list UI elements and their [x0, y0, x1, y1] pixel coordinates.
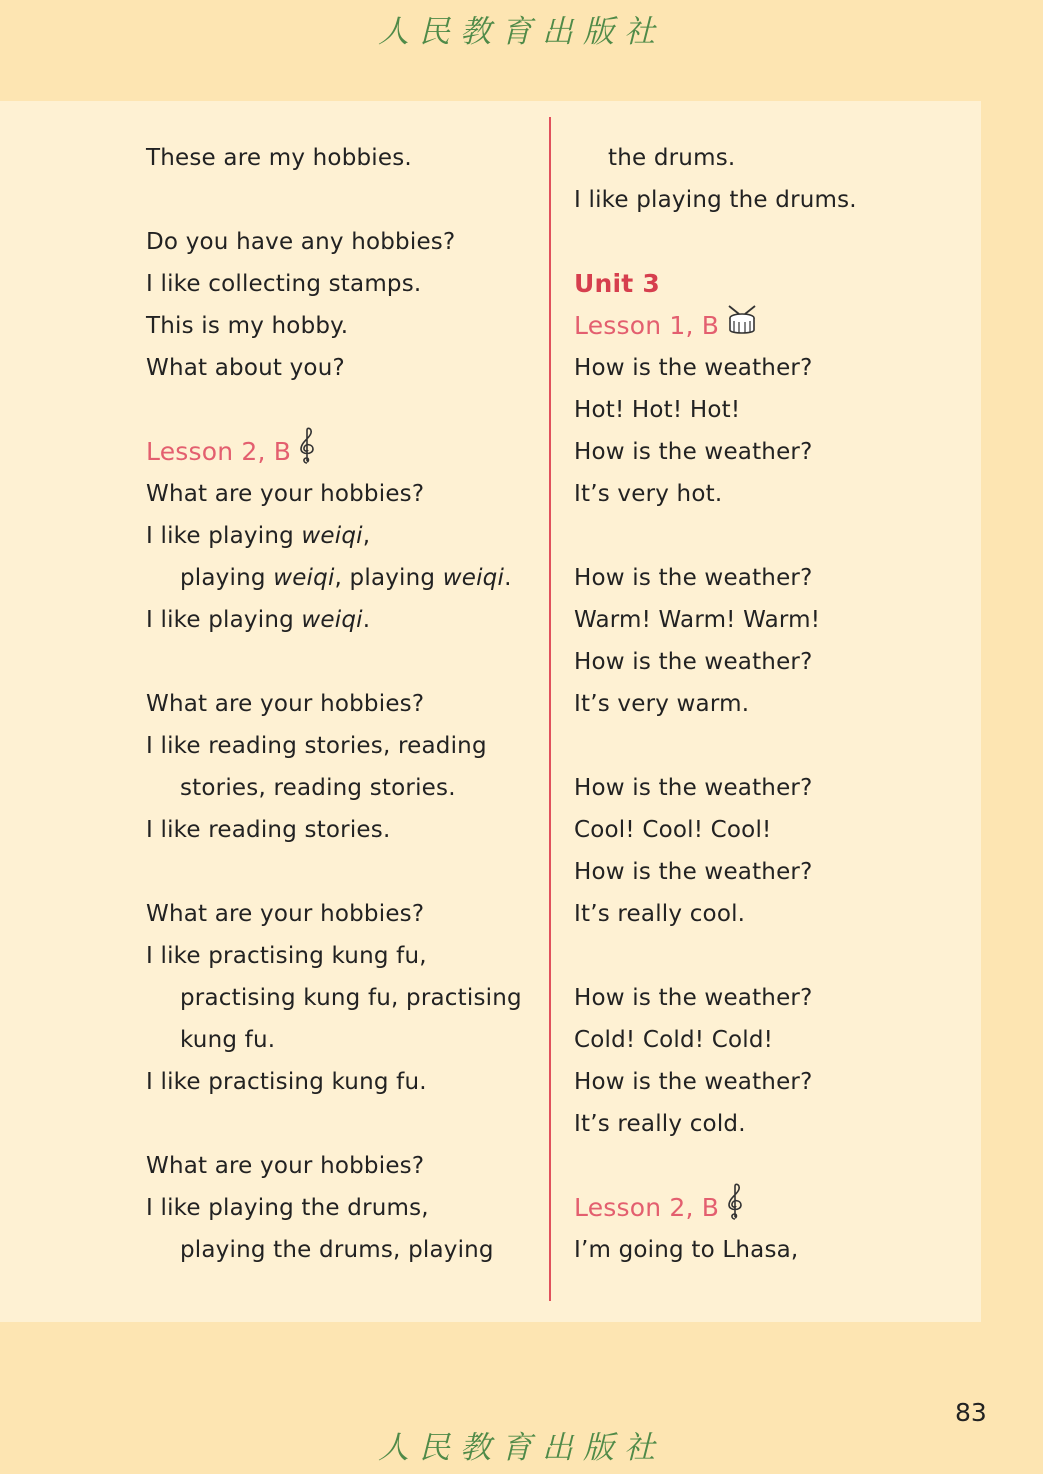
- lesson-heading-label: Lesson 1, B: [574, 311, 720, 340]
- column-divider: [549, 117, 551, 1301]
- text-line: It’s very hot.: [574, 481, 723, 507]
- page-number: 83: [955, 1398, 987, 1427]
- treble-clef-icon: [725, 1183, 745, 1234]
- lesson-heading-label: Lesson 2, B: [574, 1193, 720, 1222]
- text-line: I like playing weiqi,: [146, 523, 371, 549]
- text-line: Cold! Cold! Cold!: [574, 1027, 774, 1053]
- text-line: I like collecting stamps.: [146, 271, 422, 297]
- text-line: These are my hobbies.: [146, 145, 412, 171]
- text-line: How is the weather?: [574, 649, 813, 675]
- text-line: kung fu.: [180, 1027, 276, 1053]
- text-line: I like reading stories.: [146, 817, 391, 843]
- text-line: I like playing weiqi.: [146, 607, 371, 633]
- text-line: How is the weather?: [574, 355, 813, 381]
- lesson-heading: [574, 305, 974, 347]
- text-line: I like playing the drums.: [574, 187, 857, 213]
- text-line: I like reading stories, reading: [146, 733, 487, 759]
- text-line: It’s really cool.: [574, 901, 746, 927]
- blank-line: [146, 389, 546, 431]
- text-line: What are your hobbies?: [146, 1153, 425, 1179]
- text-line: Hot! Hot! Hot!: [574, 397, 741, 423]
- text-line: Cool! Cool! Cool!: [574, 817, 772, 843]
- left-column: [146, 137, 546, 1271]
- blank-line: [146, 851, 546, 893]
- text-line: playing the drums, playing: [180, 1237, 494, 1263]
- text-line: What are your hobbies?: [146, 901, 425, 927]
- text-line: What are your hobbies?: [146, 481, 425, 507]
- lesson-heading: [146, 431, 546, 473]
- text-line: I like practising kung fu.: [146, 1069, 427, 1095]
- text-line: How is the weather?: [574, 565, 813, 591]
- blank-line: [146, 1103, 546, 1145]
- text-line: practising kung fu, practising: [180, 985, 522, 1011]
- blank-line: [574, 1145, 974, 1187]
- blank-line: [574, 221, 974, 263]
- text-line: the drums.: [608, 145, 736, 171]
- text-line: What about you?: [146, 355, 345, 381]
- text-line: stories, reading stories.: [180, 775, 456, 801]
- blank-line: [146, 179, 546, 221]
- blank-line: [574, 935, 974, 977]
- blank-line: [574, 725, 974, 767]
- drum-icon: [725, 304, 759, 349]
- blank-line: [574, 515, 974, 557]
- text-line: This is my hobby.: [146, 313, 349, 339]
- text-line: How is the weather?: [574, 1069, 813, 1095]
- treble-clef-icon: [297, 427, 317, 478]
- text-line: It’s really cold.: [574, 1111, 746, 1137]
- text-line: Do you have any hobbies?: [146, 229, 456, 255]
- text-line: What are your hobbies?: [146, 691, 425, 717]
- text-line: How is the weather?: [574, 775, 813, 801]
- lesson-heading: [574, 1187, 974, 1229]
- text-line: I like playing the drums,: [146, 1195, 429, 1221]
- publisher-logo-top: 人民教育出版社: [378, 14, 665, 50]
- text-line: It’s very warm.: [574, 691, 750, 717]
- text-line: How is the weather?: [574, 859, 813, 885]
- text-line: playing weiqi, playing weiqi.: [180, 565, 512, 591]
- text-line: How is the weather?: [574, 985, 813, 1011]
- text-line: I’m going to Lhasa,: [574, 1237, 799, 1263]
- unit-heading: Unit 3: [574, 269, 660, 298]
- text-line: How is the weather?: [574, 439, 813, 465]
- text-line: I like practising kung fu,: [146, 943, 427, 969]
- publisher-logo-bottom: 人民教育出版社: [378, 1430, 665, 1466]
- lesson-heading-label: Lesson 2, B: [146, 437, 292, 466]
- blank-line: [146, 641, 546, 683]
- right-column: [574, 137, 974, 1271]
- text-line: Warm! Warm! Warm!: [574, 607, 821, 633]
